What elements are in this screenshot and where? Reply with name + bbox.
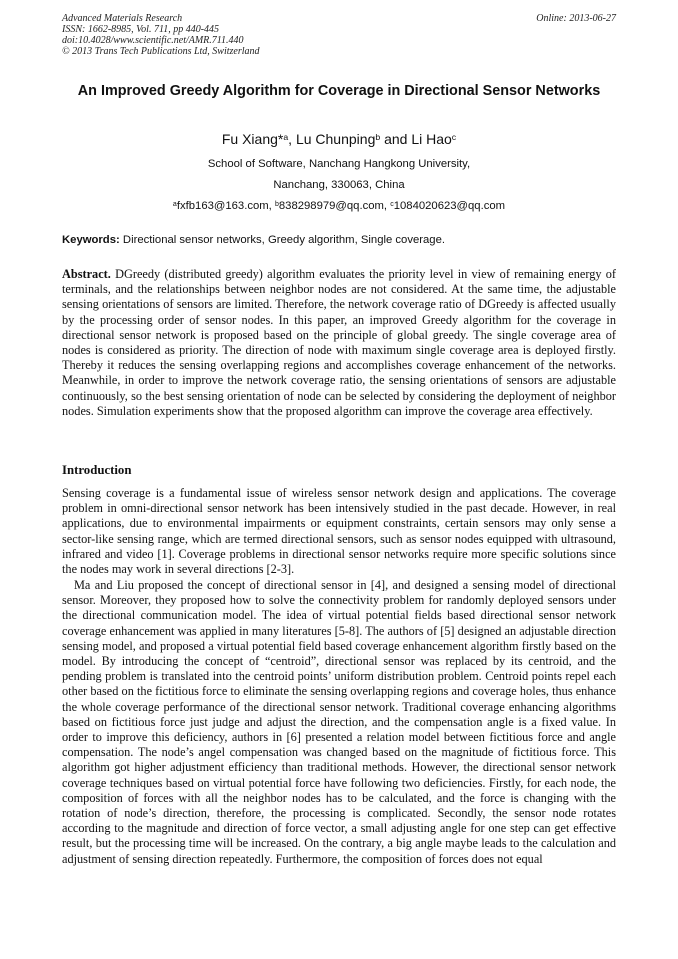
journal-name: Advanced Materials Research xyxy=(62,13,183,24)
doi-line: doi:10.4028/www.scientific.net/AMR.711.440 xyxy=(62,35,244,46)
email-address: fxfb163@163.com, xyxy=(176,200,275,212)
abstract-label: Abstract. xyxy=(62,267,111,281)
author-name: Fu Xiang* xyxy=(221,131,284,147)
email-superscript: c xyxy=(390,200,394,208)
introduction-paragraph-1: Sensing coverage is a fundamental issue of wireless sensor network design and applications. The coverage problem in omni-directional sensor network has been intensively studied in the past decade. However, in real applications, due to environmental impairments or equipment constraints, certain sensors may only sense a sector-like sensing range, which are termed directional sensors, such as sensor nodes equipped with ultrasound, infrared and video [1]. Coverage problems in directional sensor networks require more specific solutions since the nodes may work in several directions [2-3]. xyxy=(62,486,616,577)
keywords-label: Keywords: xyxy=(62,234,120,246)
abstract-text: DGreedy (distributed greedy) algorithm evaluates the priority level in view of remaining energy of terminals, and the relationships between neighbor nodes are not considered. At the same time, the adjustable sensing orientations of sensors are limited. Therefore, the network coverage ratio of DGreedy is affected usually by the processing order of sensor nodes. In this paper, an improved Greedy algorithm for the coverage in directional sensor network is proposed based on the principle of global greedy. The single coverage area of nodes is considered as priority. The direction of node with maximum single coverage area is deployed firstly. Thereby it reduces the sensing overlapping regions and accomplishes coverage enhancement of the networks. Meanwhile, in order to improve the network coverage ratio, the sensing orientations of sensors are adjustable continuously, so the best sensing orientation of node can be selected by considering the deployment of neighbor nodes. Simulation experiments show that the proposed algorithm can improve the coverage area effectively. xyxy=(62,267,616,418)
email-superscript: a xyxy=(172,200,177,208)
online-date: Online: 2013-06-27 xyxy=(536,13,616,24)
section-heading-introduction: Introduction xyxy=(62,463,132,477)
paper-title: An Improved Greedy Algorithm for Coverage in Directional Sensor Networks xyxy=(77,83,601,99)
author-superscript: b xyxy=(375,132,381,143)
author-separator: and xyxy=(380,131,412,147)
abstract xyxy=(62,267,616,419)
introduction-paragraph-2: Ma and Liu proposed the concept of directional sensor in [4], and designed a sensing model of directional sensor. Moreover, they proposed how to solve the connectivity problem for randomly deployed sensors under the directional communication model. The idea of virtual potential fields based directional sensor network coverage enhancement was applied in many literatures [5-8]. The authors of [5] designed an adjustable direction sensing model, and proposed a virtual potential field based coverage enhancement algorithm firstly based on the model. By introducing the concept of “centroid”, directional sensor was replaced by its centroid, and the pending problem is translated into the centroid points’ uniform distribution problem. Centroid points repel each other based on the fictitious force to eliminate the sensing overlapping regions and coverage holes, thus enhance the whole coverage performance of the directional sensor network. Traditional coverage enhancing algorithms based on fictitious force just judge and adjust the direction, and the compensation angle is a fixed value. In order to improve this deficiency, authors in [6] presented a relation model between fictitious force and angle compensation. The node’s angel compensation was changed based on the magnitude of fictitious force. This algorithm got higher adjustment efficiency than traditional methods. However, the directional sensor network coverage techniques based on virtual potential force have following two deficiencies. Firstly, for each node, the composition of forces with all the neighbor nodes has to be calculated, and the force is changing with the rotation of node’s direction, therefore, the processing is complicated. Secondly, the sensor node rotates according to the magnitude and direction of force vector, a small adjusting angle for one step can get effective result, but the processing time will be increased. On the contrary, a big angle maybe leads to the calculation and adjustment of sensing direction repeatedly. Furthermore, the composition of forces does not equal xyxy=(62,578,616,866)
issn-line: ISSN: 1662-8985, Vol. 711, pp 440-445 xyxy=(62,24,220,35)
author-separator: , xyxy=(288,131,296,147)
affiliation-line-1: School of Software, Nanchang Hangkong University, xyxy=(207,158,471,170)
affiliation-line-2: Nanchang, 330063, China xyxy=(273,179,405,191)
journal-header xyxy=(62,13,422,57)
copyright-line: © 2013 Trans Tech Publications Ltd, Switzerland xyxy=(62,46,260,57)
author-name: Li Hao xyxy=(411,131,452,147)
author-superscript: a xyxy=(283,132,289,143)
author-superscript: c xyxy=(451,132,457,143)
keywords xyxy=(62,233,616,247)
keywords-text: Directional sensor networks, Greedy algorithm, Single coverage. xyxy=(119,234,446,246)
author-name: Lu Chunping xyxy=(295,131,376,147)
author-emails xyxy=(62,199,616,213)
email-superscript: b xyxy=(274,200,279,208)
email-address: 838298979@qq.com, xyxy=(278,200,391,212)
author-list xyxy=(62,130,616,148)
email-address: 1084020623@qq.com xyxy=(393,200,506,212)
